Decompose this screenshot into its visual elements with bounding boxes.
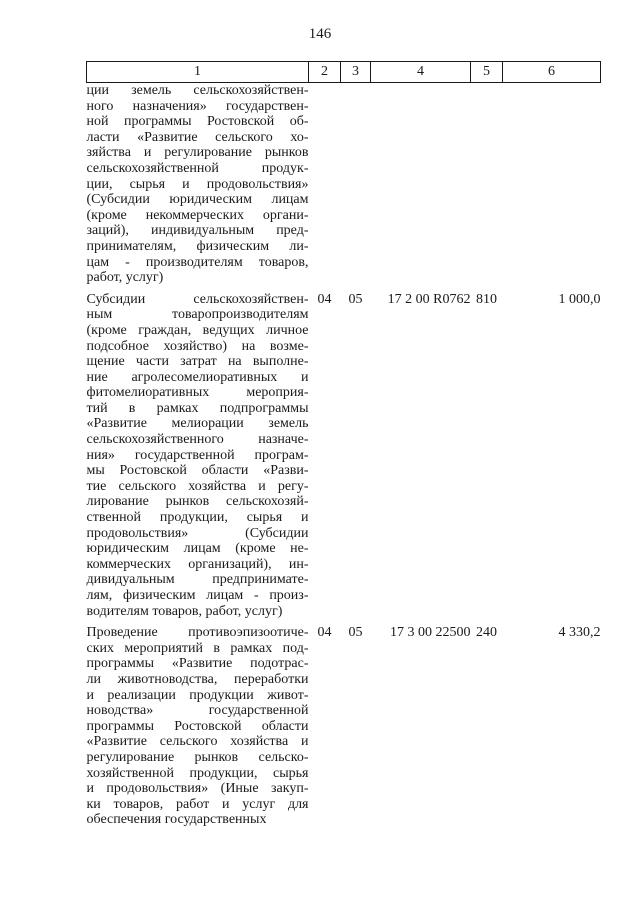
description-line: дивидуальным предпринимате- — [86, 572, 309, 588]
description-line: (кроме некоммерческих органи- — [86, 207, 309, 223]
description-line: фитомелиоративных мероприя- — [86, 385, 309, 401]
target-article-code — [371, 83, 471, 286]
target-article-code: 17 2 00 R0762 — [387, 291, 471, 307]
description-line: Проведение противоэпизоотиче- — [86, 625, 309, 641]
amount-value: 1 000,0 — [558, 291, 601, 307]
description-line: сельскохозяйственной продук- — [86, 160, 309, 176]
description-line: ственной продукции, сырья и — [86, 510, 309, 526]
table-header-row — [87, 62, 601, 83]
expense-type-code: 810 — [476, 291, 497, 307]
description-line: новодства» государственной — [86, 703, 309, 719]
description-line: ние агролесомелиоративных и — [86, 369, 309, 385]
description-line: тий в рамках подпрограммы — [86, 400, 309, 416]
section-code: 04 — [317, 625, 332, 641]
column-header-2: 2 — [309, 62, 341, 83]
expense-type-code — [471, 83, 503, 286]
table-row — [87, 292, 601, 619]
description-line: лирование рынков сельскохозяй- — [86, 494, 309, 510]
column-header-1: 1 — [87, 62, 309, 83]
description-line: юридическим лицам (кроме не- — [86, 541, 309, 557]
amount-value — [503, 83, 601, 286]
description-line: регулирование рынков сельско- — [86, 749, 309, 765]
description-line: ли животноводства, переработки — [86, 671, 309, 687]
description-line: обеспечения государственных — [86, 812, 267, 828]
expense-type-code: 240 — [476, 625, 497, 641]
description-line: щение части затрат на выполне- — [86, 354, 309, 370]
section-code — [309, 83, 341, 286]
description-line: работ, услуг) — [86, 270, 164, 286]
subsection-code: 05 — [348, 291, 363, 307]
description-line: лям, физическим лицам - произ- — [86, 588, 309, 603]
description-line: водителям товаров, работ, услуг) — [86, 603, 283, 619]
column-header-4: 4 — [371, 62, 471, 83]
table-row — [87, 625, 601, 828]
description-line: Субсидии сельскохозяйствен- — [86, 291, 309, 307]
description-line: ки товаров, работ и услуг для — [86, 796, 309, 812]
description-line: ного назначения» государствен- — [86, 98, 309, 114]
description-line: ной программы Ростовской об- — [86, 114, 309, 130]
description-line: сельскохозяйственного назначе- — [86, 432, 309, 448]
description-line: ции, сырья и продовольствия» — [86, 176, 309, 192]
description-line: хозяйственной продукции, сырья — [86, 765, 309, 781]
target-article-code: 17 3 00 22500 — [390, 625, 471, 641]
page-number: 146 — [308, 26, 332, 42]
column-header-5: 5 — [471, 62, 503, 83]
description-line: ских мероприятий в рамках под- — [86, 640, 309, 656]
description-line: программы «Развитие подотрас- — [86, 656, 309, 672]
description-line: программы Ростовской области — [86, 718, 309, 734]
subsection-code: 05 — [348, 625, 363, 641]
description-line: (Субсидии юридическим лицам — [86, 192, 309, 208]
description-line: заций), индивидуальным пред- — [86, 223, 309, 239]
table-row — [87, 83, 601, 286]
section-code: 04 — [317, 291, 332, 307]
row-description — [87, 292, 309, 619]
column-header-6: 6 — [503, 62, 601, 83]
description-line: цам - производителям товаров, — [86, 254, 309, 270]
subsection-code — [341, 83, 371, 286]
description-line: подсобное хозяйство) на возме- — [86, 338, 309, 354]
description-line: зяйства и регулирование рынков — [86, 145, 309, 161]
description-line: тие сельского хозяйства и регу- — [86, 478, 309, 494]
description-line: продовольствия» (Субсидии — [86, 525, 309, 541]
table-body — [87, 83, 601, 828]
description-line: ния» государственной програм- — [86, 447, 309, 463]
description-line: (кроме граждан, ведущих личное — [86, 322, 309, 338]
description-line: коммерческих организаций), ин- — [86, 556, 309, 572]
column-header-3: 3 — [341, 62, 371, 83]
description-line: ласти «Развитие сельского хо- — [86, 129, 309, 145]
description-line: «Развитие мелиорации земель — [86, 416, 309, 432]
description-line: и реализации продукции живот- — [86, 687, 309, 703]
description-line: и продовольствия» (Иные закуп- — [86, 781, 309, 797]
row-description — [87, 625, 309, 828]
description-line: ции земель сельскохозяйствен- — [86, 83, 309, 98]
row-description — [87, 83, 309, 286]
description-line: принимателям, физическим ли- — [86, 238, 309, 254]
description-line: мы Ростовской области «Разви- — [86, 463, 309, 479]
amount-value: 4 330,2 — [558, 625, 601, 641]
description-line: ным товаропроизводителям — [86, 307, 309, 323]
budget-table — [86, 61, 601, 828]
description-line: «Развитие сельского хозяйства и — [86, 734, 309, 750]
